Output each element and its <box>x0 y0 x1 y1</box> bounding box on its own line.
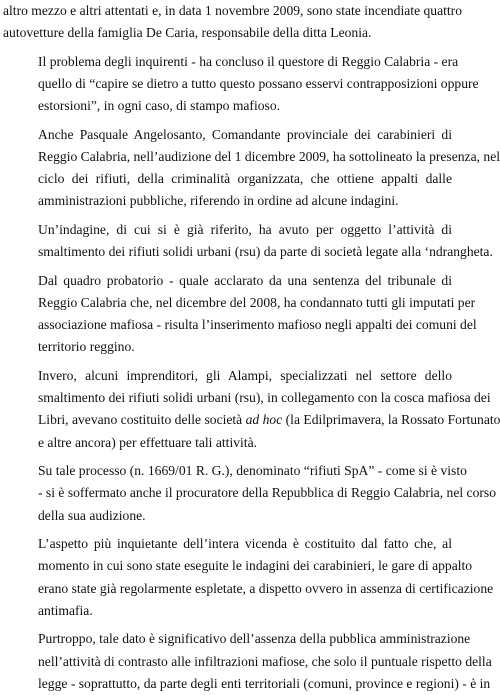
text-line: e altre ancora) per effettuare tali attività. <box>38 434 258 450</box>
text-line: autovetture della famiglia De Caria, responsabile della ditta Leonia. <box>3 25 372 41</box>
text-line: antimafia. <box>38 602 93 618</box>
paragraph-6 <box>3 365 500 454</box>
text-line: smaltimento dei rifiuti solidi urbani (rsu), in collegamento con la cosca mafiosa dei <box>38 390 491 406</box>
paragraph-5 <box>3 270 477 359</box>
text-line: L’aspetto più inquietante dell’intera vicenda è costituito dal fatto che, al <box>38 536 452 552</box>
text-line: momento in cui sono state eseguite le indagini dei carabinieri, le gare di appalto <box>38 558 473 574</box>
text-line: quello di “capire se dietro a tutto questo possano esservi contrapposizioni oppure <box>38 76 479 91</box>
paragraph-9 <box>3 628 492 695</box>
text-line: territorio reggino. <box>38 339 135 355</box>
paragraph-8 <box>3 533 494 622</box>
paragraph-3 <box>3 124 500 213</box>
text-line: nell’attività di contrasto alle infiltrazioni mafiose, che solo il puntuale rispetto della <box>38 653 492 669</box>
text-line: amministrazioni pubbliche, riferendo in ordine ad alcune indagini. <box>38 193 399 209</box>
text-line: Anche Pasquale Angelosanto, Comandante provinciale dei carabinieri di <box>38 126 452 142</box>
text-line: Reggio Calabria che, nel dicembre del 2008, ha condannato tutti gli imputati per <box>38 295 476 310</box>
text-line: altro mezzo e altri attentati e, in data 1 novembre 2009, sono state incendiate quattro <box>3 3 463 18</box>
text-line: smaltimento dei rifiuti solidi urbani (rsu) da parte di società legate alla ‘ndrangheta. <box>38 244 493 260</box>
text-line: ciclo dei rifiuti, della criminalità organizzata, che ottiene appalti dalle <box>38 171 452 187</box>
text-line: legge - soprattutto, da parte degli enti territoriali (comuni, province e regioni) - è in <box>38 675 491 691</box>
text-line: Reggio Calabria, nell’audizione del 1 dicembre 2009, ha sottolineato la presenza, nel <box>38 149 500 164</box>
text-line: Il problema degli inquirenti - ha concluso il questore di Reggio Calabria - era <box>38 53 459 69</box>
text-line: estorsioni”, in ogni caso, di stampo mafioso. <box>38 98 281 114</box>
text-line: Invero, alcuni imprenditori, gli Alampi, specializzati nel settore dello <box>38 368 452 383</box>
text-line-with-italic: Libri, avevano costituito delle società ad hoc (la Edilprimavera, la Rossato Fortunato <box>38 412 500 428</box>
text-line: Un’indagine, di cui si è già riferito, ha avuto per oggetto l’attività di <box>38 222 452 237</box>
text-line: Su tale processo (n. 1669/01 R. G.), denominato “rifiuti SpA” - come si è visto <box>38 463 467 479</box>
text-line: Dal quadro probatorio - quale acclarato da una sentenza del tribunale di <box>38 272 452 288</box>
text-line: erano state già regolarmente espletate, a dispetto ovvero in assenza di certificazione <box>38 580 494 596</box>
text-line: - si è soffermato anche il procuratore della Repubblica di Reggio Calabria, nel corso <box>38 485 496 501</box>
italic-phrase: ad hoc <box>245 412 283 428</box>
paragraph-4 <box>3 219 493 263</box>
paragraph-2 <box>3 51 479 118</box>
text-line: della sua audizione. <box>38 507 146 523</box>
paragraph-1 <box>3 0 463 44</box>
text-line: Purtroppo, tale dato è significativo dell’assenza della pubblica amministrazione <box>38 631 471 647</box>
paragraph-7 <box>3 460 496 527</box>
text-line: associazione mafiosa - risulta l’inserimento mafioso negli appalti dei comuni del <box>38 317 477 333</box>
